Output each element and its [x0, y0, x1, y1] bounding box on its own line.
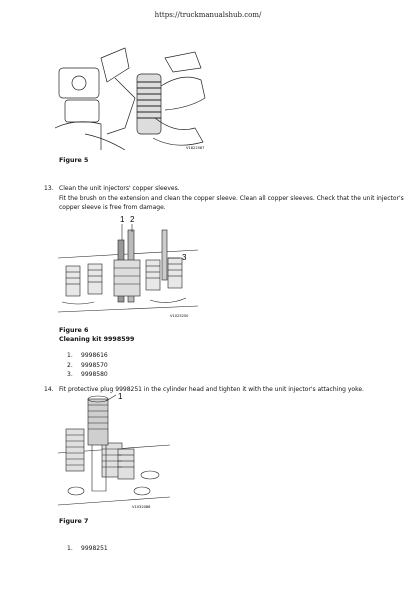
figure-7-label: Figure 7: [59, 518, 89, 525]
figure-7-callout-1: 1: [118, 393, 123, 401]
step-13-title: Clean the unit injectors' copper sleeves.: [59, 185, 180, 192]
list-item: 1. 9998616: [67, 352, 108, 359]
figure-7-list: [67, 545, 108, 552]
figure-5-illustration: [55, 38, 207, 152]
figure-6-callout-3: 3: [182, 253, 187, 262]
list-item: 3. 9998580: [67, 371, 108, 378]
figure-7-illustration: [58, 393, 170, 511]
step-13-body-line2: copper sleeve is free from damage.: [59, 204, 166, 211]
figure-6-callout-2: 2: [130, 215, 135, 224]
step-13-body-line1: Fit the brush on the extension and clean the copper sleeve. Clean all copper sleeves. Check that the unit injector's: [59, 194, 404, 202]
figure-6-code: V1025250: [170, 314, 189, 318]
figure-5-code: V1822567: [186, 146, 205, 150]
step-14-number: 14.: [44, 386, 54, 393]
figure-7-code: V1032086: [132, 505, 151, 509]
figure-6-label: Figure 6: [59, 327, 89, 334]
list-item: 1. 9998251: [67, 545, 108, 552]
step-14-text: Fit protective plug 9998251 in the cylinder head and tighten it with the unit injector's attaching yoke.: [59, 386, 364, 393]
step-13-number: 13.: [44, 185, 54, 192]
page-url: https://truckmanualshub.com/: [154, 11, 262, 19]
figure-6-caption: Cleaning kit 9998599: [59, 336, 135, 343]
figure-6-callout-1: 1: [120, 215, 125, 224]
figure-6-illustration: [58, 210, 198, 320]
figure-5-label: Figure 5: [59, 157, 89, 164]
list-item: 2. 9998570: [67, 361, 108, 369]
figure-6-list: [67, 352, 108, 381]
